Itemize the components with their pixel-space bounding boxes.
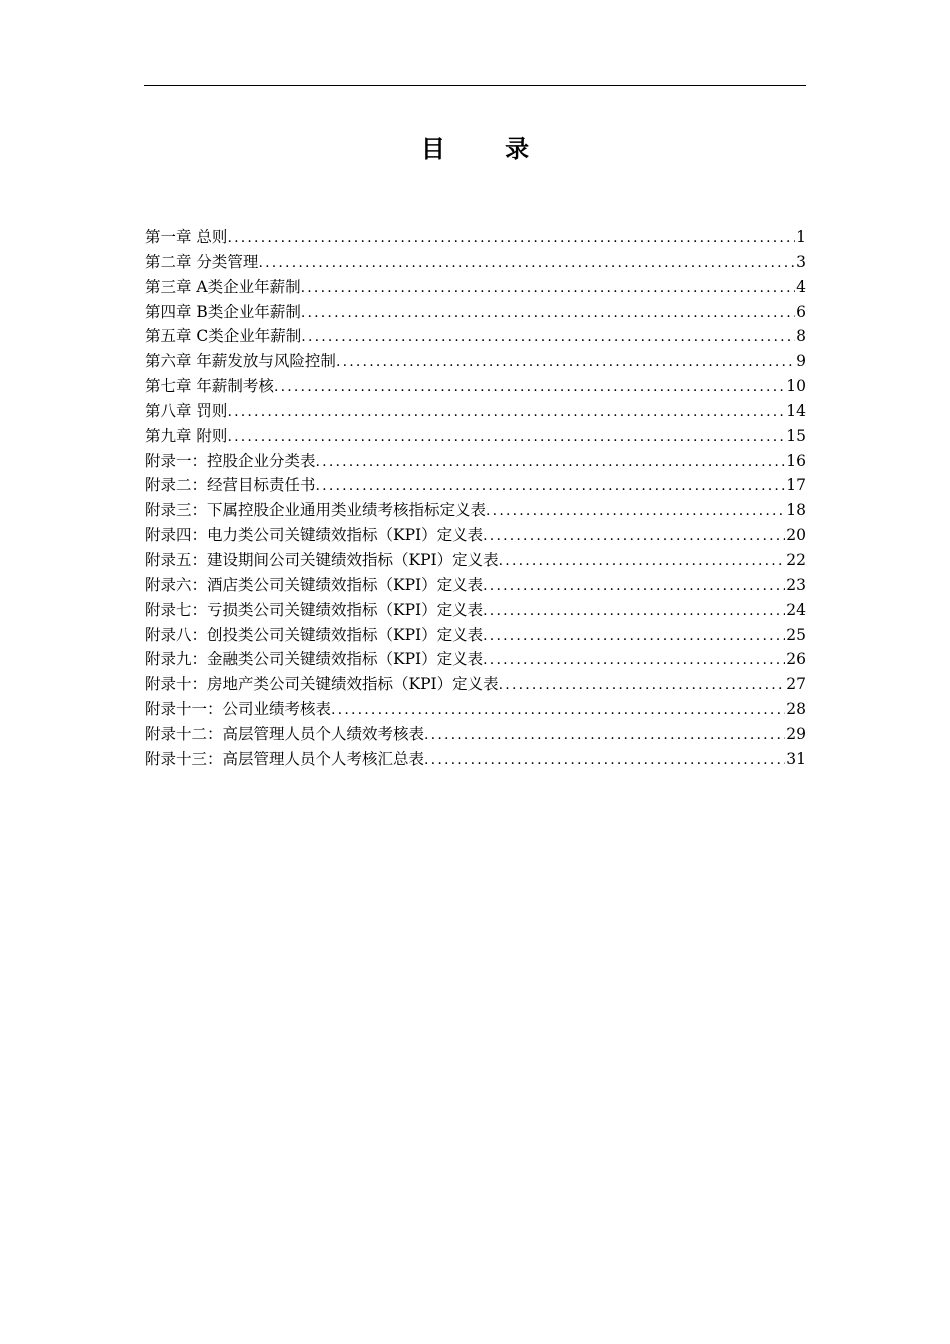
toc-entry-page: 4: [796, 277, 806, 296]
toc-entry-label: 附录八：创投类公司关键绩效指标（KPI）定义表: [145, 625, 484, 644]
toc-leader-dots: [424, 723, 785, 747]
toc-entry[interactable]: [145, 598, 806, 623]
toc-entry-label: 附录十：房地产类公司关键绩效指标（KPI）定义表: [145, 675, 499, 694]
toc-entry[interactable]: [145, 573, 806, 598]
toc-entry-page: 10: [786, 377, 806, 396]
toc-entry-label: 附录四：电力类公司关键绩效指标（KPI）定义表: [145, 526, 484, 545]
toc-entry[interactable]: [145, 623, 806, 648]
toc-entry[interactable]: [145, 747, 806, 772]
toc-entry[interactable]: [145, 523, 806, 548]
toc-entry-label: 第五章 C类企业年薪制: [145, 327, 302, 346]
toc-entry-page: 27: [786, 675, 806, 694]
toc-leader-dots: [258, 251, 795, 275]
toc-entry-page: 24: [786, 600, 806, 619]
toc-entry[interactable]: [145, 548, 806, 573]
toc-entry[interactable]: [145, 672, 806, 697]
toc-entry-page: 16: [786, 451, 806, 470]
toc-entry[interactable]: [145, 449, 806, 474]
toc-leader-dots: [227, 400, 785, 424]
toc-entry-page: 6: [796, 302, 806, 321]
toc-entry-label: 第一章 总则: [145, 228, 228, 246]
toc-leader-dots: [227, 425, 785, 449]
header-rule: [144, 85, 806, 86]
toc-entry-page: 8: [796, 327, 806, 346]
toc-leader-dots: [483, 648, 785, 672]
toc-leader-dots: [486, 499, 785, 523]
toc-entry[interactable]: [145, 349, 806, 374]
page-title: 目 录: [420, 135, 556, 163]
toc-leader-dots: [316, 450, 786, 474]
toc-leader-dots: [301, 325, 795, 349]
toc-leader-dots: [301, 276, 796, 300]
toc-leader-dots: [483, 624, 785, 648]
toc-entry[interactable]: [145, 473, 806, 498]
toc-leader-dots: [336, 350, 795, 374]
toc-leader-dots: [227, 226, 795, 250]
toc-entry-page: 23: [786, 575, 806, 594]
toc-leader-dots: [483, 599, 785, 623]
toc-entry-label: 第四章 B类企业年薪制: [145, 302, 301, 321]
toc-entry[interactable]: [145, 225, 806, 250]
toc-entry-label: 第二章 分类管理: [145, 252, 259, 271]
toc-entry-page: 1: [796, 228, 806, 246]
toc-entry-label: 第九章 附则: [145, 426, 228, 445]
toc-entry-label: 第六章 年薪发放与风险控制: [145, 352, 336, 371]
toc-entry-label: 第七章 年薪制考核: [145, 377, 274, 396]
toc-leader-dots: [424, 748, 785, 772]
toc-entry-label: 附录一：控股企业分类表: [145, 451, 316, 470]
toc-leader-dots: [331, 698, 785, 722]
toc-leader-dots: [499, 673, 786, 697]
toc-entry-page: 25: [786, 625, 806, 644]
toc-entry[interactable]: [145, 374, 806, 399]
toc-entry-page: 20: [786, 526, 806, 545]
toc-entry[interactable]: [145, 424, 806, 449]
toc-entry-label: 附录七：亏损类公司关键绩效指标（KPI）定义表: [145, 600, 484, 619]
table-of-contents: [145, 225, 806, 772]
toc-leader-dots: [499, 549, 786, 573]
toc-entry-page: 29: [786, 724, 806, 743]
toc-entry-page: 14: [786, 401, 806, 420]
toc-entry[interactable]: [145, 647, 806, 672]
toc-entry-label: 第八章 罚则: [145, 401, 228, 420]
toc-entry-label: 第三章 A类企业年薪制: [145, 277, 301, 296]
toc-leader-dots: [301, 301, 795, 325]
toc-entry-label: 附录九：金融类公司关键绩效指标（KPI）定义表: [145, 650, 484, 669]
toc-entry-label: 附录三：下属控股企业通用类业绩考核指标定义表: [145, 501, 487, 520]
toc-entry-page: 31: [786, 749, 806, 768]
toc-entry[interactable]: [145, 300, 806, 325]
toc-entry[interactable]: [145, 722, 806, 747]
toc-entry-page: 28: [786, 700, 806, 719]
toc-entry[interactable]: [145, 250, 806, 275]
toc-entry-page: 18: [786, 501, 806, 520]
toc-entry[interactable]: [145, 275, 806, 300]
toc-leader-dots: [483, 524, 785, 548]
toc-entry[interactable]: [145, 697, 806, 722]
toc-leader-dots: [316, 474, 786, 498]
toc-entry-label: 附录十三：高层管理人员个人考核汇总表: [145, 749, 425, 768]
toc-entry-label: 附录十一：公司业绩考核表: [145, 700, 332, 719]
toc-leader-dots: [483, 574, 785, 598]
toc-entry-page: 15: [786, 426, 806, 445]
toc-entry-page: 22: [786, 550, 806, 569]
toc-entry-page: 17: [786, 476, 806, 495]
toc-leader-dots: [274, 375, 785, 399]
toc-entry-page: 3: [796, 252, 806, 271]
toc-entry-label: 附录六：酒店类公司关键绩效指标（KPI）定义表: [145, 575, 484, 594]
toc-entry[interactable]: [145, 498, 806, 523]
toc-entry-page: 26: [786, 650, 806, 669]
toc-entry-label: 附录五：建设期间公司关键绩效指标（KPI）定义表: [145, 550, 499, 569]
toc-entry-label: 附录二：经营目标责任书: [145, 476, 316, 495]
toc-entry[interactable]: [145, 324, 806, 349]
toc-entry[interactable]: [145, 399, 806, 424]
toc-entry-page: 9: [796, 352, 806, 371]
toc-entry-label: 附录十二：高层管理人员个人绩效考核表: [145, 724, 425, 743]
